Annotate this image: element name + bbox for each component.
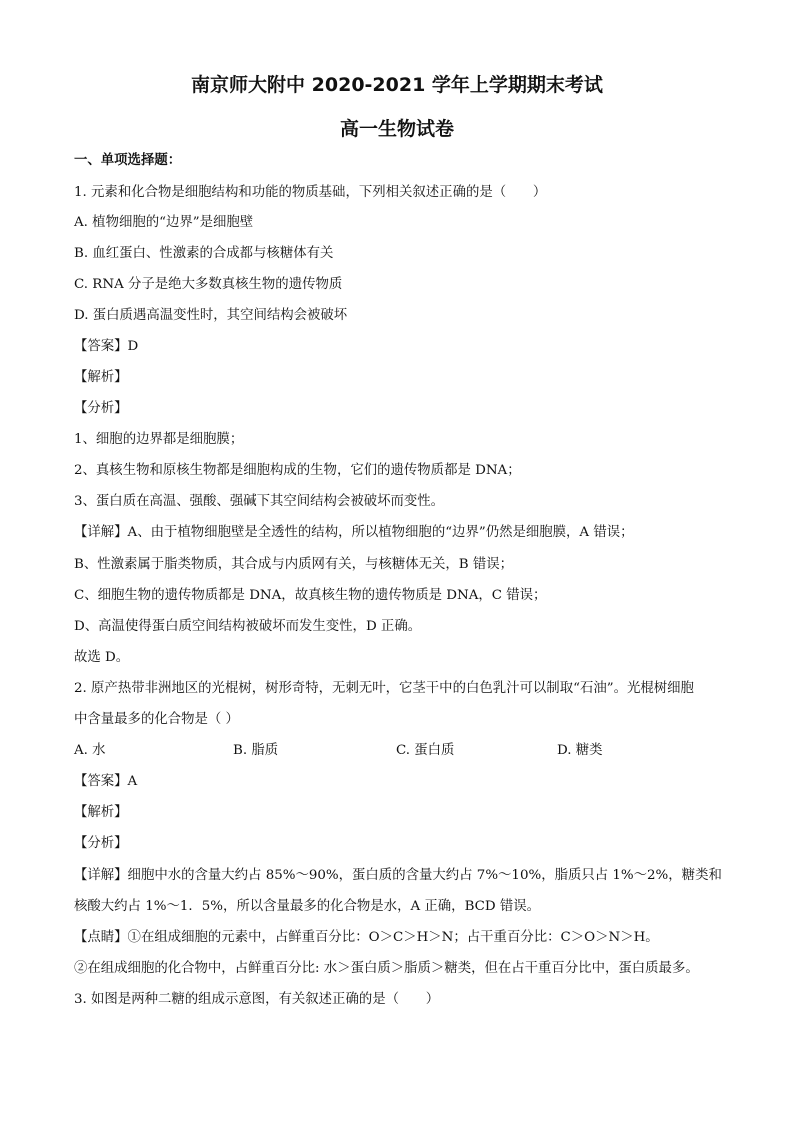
question-1-option-c: C. RNA 分子是绝大多数真核生物的遗传物质 <box>74 277 343 292</box>
question-1-point: 3、蛋白质在高温、强酸、强碱下其空间结构会被破坏而变性。 <box>74 494 445 509</box>
question-2-analysis-label: 【解析】 <box>74 805 128 820</box>
question-1-option-a: A. 植物细胞的“边界”是细胞壁 <box>74 215 254 230</box>
question-1-answer: 【答案】D <box>74 339 139 354</box>
question-2-detail-cont: 核酸大约占 1%～1．5%，所以含量最多的化合物是水，A 正确，BCD 错误。 <box>74 899 541 914</box>
section-heading: 一、单项选择题： <box>74 153 182 168</box>
question-1-analysis-label: 【解析】 <box>74 370 128 385</box>
question-2-tip-cont: ②在组成细胞的化合物中，占鲜重百分比: 水＞蛋白质＞脂质＞糖类，但在占干重百分比中，蛋白质最多。 <box>74 961 699 976</box>
question-2-stem: 2. 原产热带非洲地区的光棍树，树形奇特，无刺无叶，它茎干中的白色乳汁可以制取“石油”。光棍树细胞 <box>74 681 694 696</box>
page-title: 南京师大附中 2020-2021 学年上学期期末考试 <box>191 74 603 96</box>
question-1-point: 1、细胞的边界都是细胞膜； <box>74 432 244 447</box>
question-1-stem: 1. 元素和化合物是细胞结构和功能的物质基础，下列相关叙述正确的是（ ） <box>74 185 547 200</box>
question-2-option-d: D. 糖类 <box>557 743 603 758</box>
question-1-detail: 【详解】A、由于植物细胞壁是全透性的结构，所以植物细胞的“边界”仍然是细胞膜，A 错误； <box>74 525 634 540</box>
question-1-option-d: D. 蛋白质遇高温变性时，其空间结构会被破坏 <box>74 308 348 323</box>
question-1-detail: C、细胞生物的遗传物质都是 DNA，故真核生物的遗传物质是 DNA，C 错误； <box>74 588 547 603</box>
question-2-option-c: C. 蛋白质 <box>396 743 455 758</box>
question-2-stem-cont: 中含量最多的化合物是（ ） <box>74 712 239 727</box>
question-2-answer: 【答案】A <box>74 774 138 789</box>
question-2-tip: 【点睛】①在组成细胞的元素中，占鲜重百分比：O＞C＞H＞N；占干重百分比：C＞O＞N＞H。 <box>74 930 659 945</box>
question-1-detail: B、性激素属于脂类物质，其合成与内质网有关，与核糖体无关，B 错误； <box>74 557 514 572</box>
question-1-point: 2、真核生物和原核生物都是细胞构成的生物，它们的遗传物质都是 DNA； <box>74 463 521 478</box>
question-2-detail: 【详解】细胞中水的含量大约占 85%～90%，蛋白质的含量大约占 7%～10%，脂质只占 1%～2%，糖类和 <box>74 868 722 883</box>
page-subtitle: 高一生物试卷 <box>339 118 454 140</box>
question-1-option-b: B. 血红蛋白、性激素的合成都与核糖体有关 <box>74 246 334 261</box>
question-2-fenxi-label: 【分析】 <box>74 836 128 851</box>
question-2-option-a: A. 水 <box>74 743 106 758</box>
question-2-option-b: B. 脂质 <box>233 743 279 758</box>
question-3-stem: 3. 如图是两种二糖的组成示意图，有关叙述正确的是（ ） <box>74 992 440 1007</box>
question-1-conclusion: 故选 D。 <box>74 650 130 665</box>
question-1-detail: D、高温使得蛋白质空间结构被破坏而发生变性，D 正确。 <box>74 619 422 634</box>
question-1-fenxi-label: 【分析】 <box>74 401 128 416</box>
